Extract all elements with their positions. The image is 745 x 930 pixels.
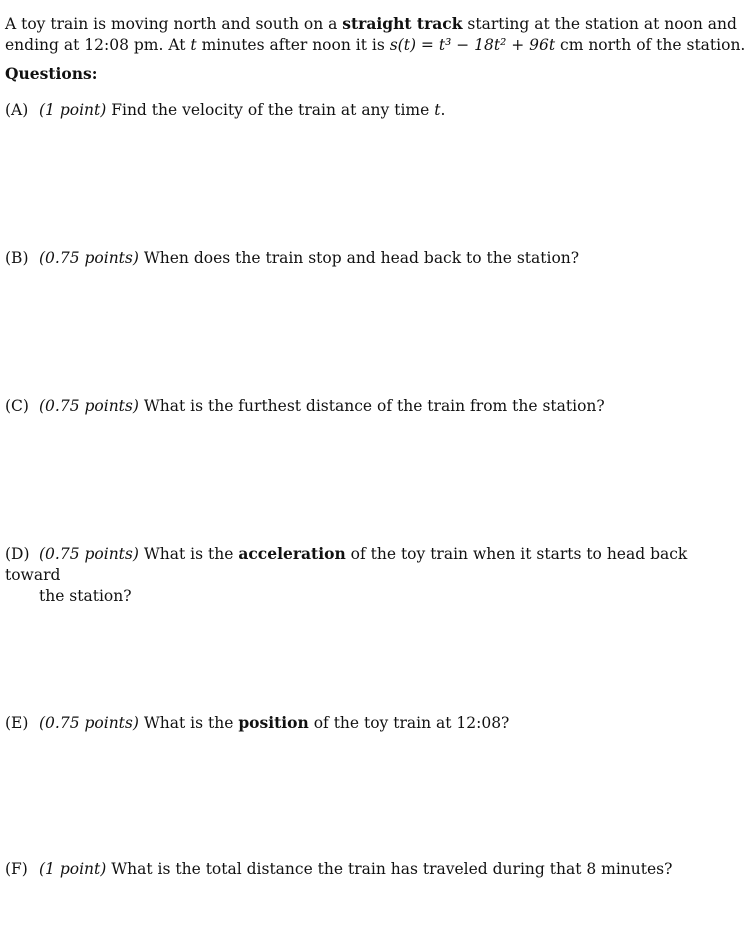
question-letter: (B) <box>5 249 29 267</box>
question-letter: (F) <box>5 860 28 878</box>
question-emphasis: acceleration <box>238 544 346 563</box>
question-d <box>5 543 717 607</box>
question-text: Find the velocity of the train at any time <box>106 101 435 119</box>
question-a <box>5 100 717 121</box>
position-formula: s(t) = t³ − 18t² + 96t <box>389 36 556 54</box>
question-e <box>5 712 717 734</box>
question-text: of the toy train at 12:08? <box>308 714 510 732</box>
question-emphasis: position <box>238 713 309 732</box>
question-text: What is the <box>138 714 239 732</box>
statement-text: ending at 12:08 pm. At <box>5 36 191 54</box>
problem-statement <box>5 13 745 56</box>
question-letter: (A) <box>5 101 29 119</box>
question-c <box>5 396 717 417</box>
question-points: (1 point) <box>39 860 107 878</box>
statement-line-2 <box>5 35 745 56</box>
questions-heading: Questions: <box>5 64 98 83</box>
question-text-continued: the station? <box>39 587 132 605</box>
math-variable: t <box>434 101 441 119</box>
question-text: . <box>440 101 446 119</box>
question-b <box>5 248 717 269</box>
question-text: What is the furthest distance of the train from the station? <box>138 397 605 415</box>
question-points: (1 point) <box>39 101 107 119</box>
question-text: What is the <box>138 545 239 563</box>
statement-text: minutes after noon it is <box>196 36 390 54</box>
statement-line-1 <box>5 13 737 35</box>
question-letter: (C) <box>5 397 29 415</box>
statement-text: starting at the station at noon and <box>462 15 737 33</box>
question-points: (0.75 points) <box>39 397 139 415</box>
question-points: (0.75 points) <box>39 714 139 732</box>
question-text: When does the train stop and head back to the station? <box>138 249 580 267</box>
question-points: (0.75 points) <box>39 545 139 563</box>
question-f <box>5 859 717 880</box>
statement-text: A toy train is moving north and south on a <box>5 15 343 33</box>
statement-emphasis: straight track <box>342 14 463 33</box>
question-points: (0.75 points) <box>39 249 139 267</box>
question-text: of the toy train when it starts to head back toward <box>5 545 688 584</box>
statement-text: cm north of the station. <box>555 36 745 54</box>
question-letter: (D) <box>5 545 30 563</box>
math-variable: t <box>190 36 197 54</box>
question-letter: (E) <box>5 714 29 732</box>
question-text: What is the total distance the train has traveled during that 8 minutes? <box>106 860 673 878</box>
